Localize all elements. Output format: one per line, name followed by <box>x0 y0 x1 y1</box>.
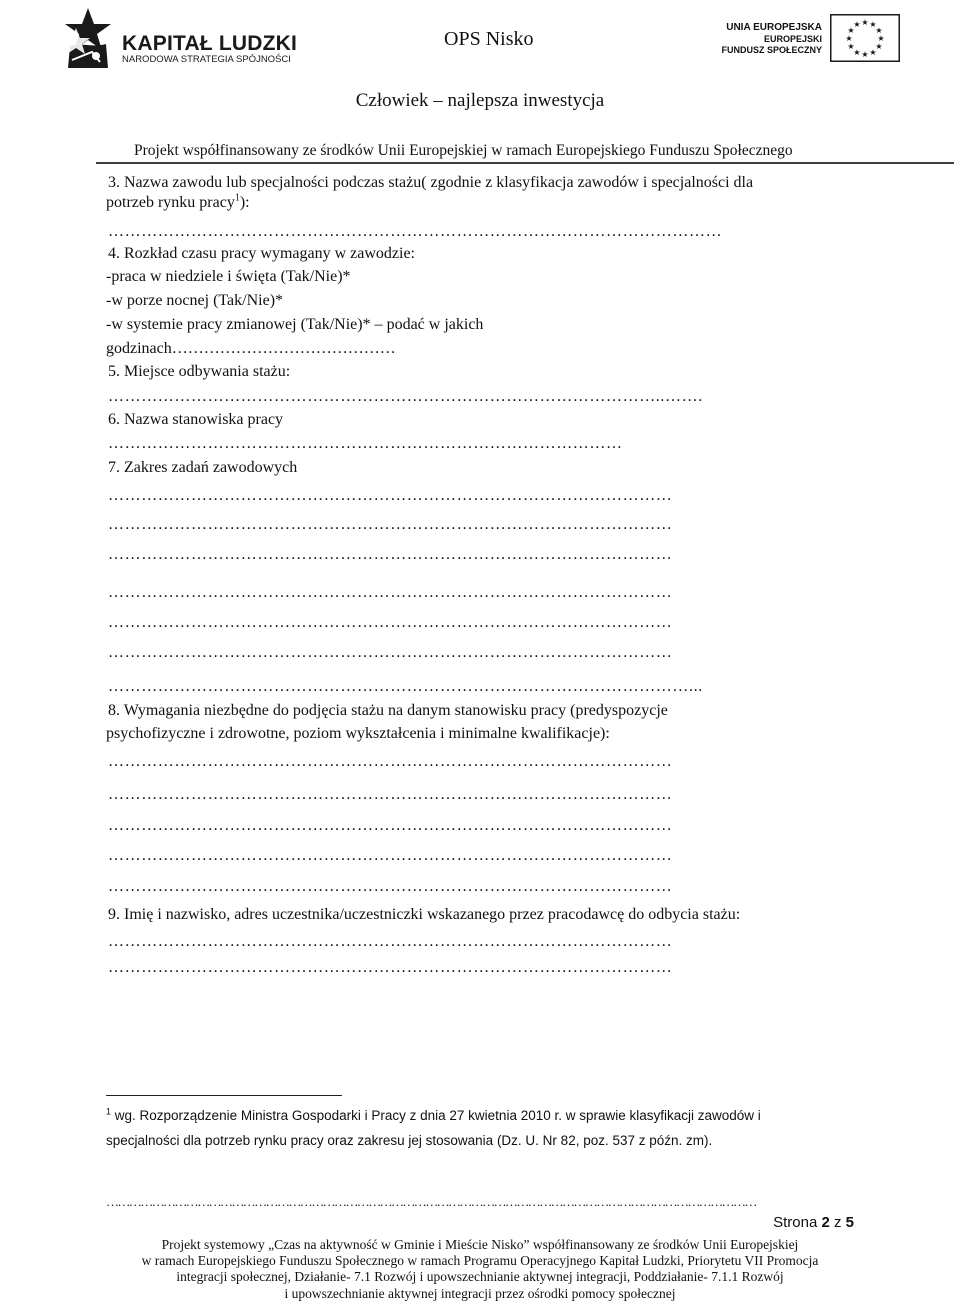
svg-text:★: ★ <box>861 18 869 27</box>
q4-line-5[interactable]: godzinach…………………………………… <box>106 340 396 357</box>
q4-line-2: -praca w niedziele i święta (Tak/Nie)* <box>106 268 351 285</box>
svg-text:★: ★ <box>877 34 885 43</box>
q8-answer-dots[interactable]: ………………………………………………………………………………………… <box>108 847 673 864</box>
footnote-text-1: wg. Rozporządzenie Ministra Gospodarki i Pracy z dnia 27 kwietnia 2010 r. w sprawie klasyfikacji zawodów i <box>111 1108 761 1123</box>
page-separator: z <box>833 1214 842 1231</box>
q7-answer-dots[interactable]: ………………………………………………………………………………………… <box>108 546 673 563</box>
footnote-mark: 1 <box>106 1106 112 1117</box>
q8-answer-dots[interactable]: ………………………………………………………………………………………… <box>108 878 673 895</box>
svg-text:★: ★ <box>869 48 877 57</box>
q7-answer-dots[interactable]: ………………………………………………………………………………………… <box>108 584 673 601</box>
svg-text:★: ★ <box>869 20 877 29</box>
q9-answer-dots[interactable]: ………………………………………………………………………………………… <box>108 933 673 950</box>
q7-answer-dots[interactable]: ………………………………………………………………………………………… <box>108 614 673 631</box>
page-total: 5 <box>845 1214 854 1231</box>
svg-text:★: ★ <box>847 26 855 35</box>
eu-line-1: UNIA EUROPEJSKA <box>726 22 822 33</box>
q6-answer-dots[interactable]: ………………………………………………………………………………… <box>108 435 623 452</box>
q8-line-2: psychofizyczne i zdrowotne, poziom wykształcenia i minimalne kwalifikacje): <box>106 725 610 742</box>
logo-title: KAPITAŁ LUDZKI <box>122 32 298 55</box>
project-cofinancing-line: Projekt współfinansowany ze środków Unii Europejskiej w ramach Europejskiego Funduszu Społecznego <box>134 142 793 159</box>
footer-line-2: w ramach Europejskiego Funduszu Społecznego w ramach Programu Operacyjnego Kapitał Ludzki, Priorytetu VII Promocja <box>141 1253 819 1268</box>
page-current: 2 <box>821 1214 830 1231</box>
q4-line-4: -w systemie pracy zmianowej (Tak/Nie)* – podać w jakich <box>106 316 484 333</box>
svg-text:★: ★ <box>861 50 869 59</box>
q7-answer-dots[interactable]: ………………………………………………………………………………………… <box>108 644 673 661</box>
logo-subtitle: NARODOWA STRATEGIA SPÓJNOŚCI <box>122 54 291 65</box>
svg-text:★: ★ <box>853 20 861 29</box>
q4-line-1: 4. Rozkład czasu pracy wymagany w zawodzie: <box>108 245 415 262</box>
page-number <box>773 1214 854 1231</box>
q3-answer-dots[interactable]: ………………………………………………………………………………………………… <box>108 223 723 240</box>
organization-name: OPS Nisko <box>444 28 534 50</box>
svg-text:★: ★ <box>875 42 883 51</box>
eu-line-2: EUROPEJSKI <box>763 33 822 44</box>
eu-line-3: FUNDUSZ SPOŁECZNY <box>721 45 822 55</box>
footnote-separator <box>106 1095 342 1096</box>
q3-text: potrzeb rynku pracy <box>106 194 235 211</box>
footer-dots-line: ……………………………………………………………………………………………………………………………………………………… <box>106 1194 756 1209</box>
eu-logo-text <box>721 22 822 57</box>
svg-text:★: ★ <box>875 26 883 35</box>
q5-answer-dots[interactable]: ………………………………………………………………………………………..……. <box>108 388 703 405</box>
q8-line-1: 8. Wymagania niezbędne do podjęcia stażu na danym stanowisku pracy (predyspozycje <box>108 702 668 719</box>
q5-label: 5. Miejsce odbywania stażu: <box>108 363 291 380</box>
q4-line-3: -w porze nocnej (Tak/Nie)* <box>106 292 284 309</box>
svg-text:★: ★ <box>845 34 853 43</box>
svg-text:★: ★ <box>853 48 861 57</box>
q7-answer-dots[interactable]: ………………………………………………………………………………………… <box>108 516 673 533</box>
kapital-ludzki-logo <box>62 6 298 70</box>
svg-text:★: ★ <box>847 42 855 51</box>
footer-line-4: i upowszechnianie aktywnej integracji przez ośrodki pomocy społecznej <box>284 1286 676 1301</box>
q3-line-2 <box>106 193 250 213</box>
footnote-line-1 <box>106 1106 761 1126</box>
q8-answer-dots[interactable]: ………………………………………………………………………………………… <box>108 753 673 770</box>
footer-line-3: integracji społecznej, Działanie- 7.1 Rozwój i upowszechnianie aktywnej integracji, Poddziałanie- 7.1.1 Rozwój <box>176 1269 784 1284</box>
page-label: Strona <box>773 1214 818 1231</box>
q8-answer-dots[interactable]: ………………………………………………………………………………………… <box>108 817 673 834</box>
q7-label: 7. Zakres zadań zawodowych <box>108 459 298 476</box>
q9-line-1: 9. Imię i nazwisko, adres uczestnika/uczestniczki wskazanego przez pracodawcę do odbycia stażu: <box>108 906 741 923</box>
motto: Człowiek – najlepsza inwestycja <box>355 90 605 111</box>
footnote-line-2: specjalności dla potrzeb rynku pracy oraz zakresu jej stosowania (Dz. U. Nr 82, poz. 537 z późn. zm). <box>106 1133 713 1148</box>
q7-answer-dots[interactable]: ………………………………………………………………………………………… <box>108 487 673 504</box>
eu-flag-icon <box>830 14 900 62</box>
header-divider <box>96 162 954 164</box>
footnote-ref: 1 <box>234 192 240 204</box>
q3-colon: ): <box>239 194 250 211</box>
kapital-ludzki-emblem-icon <box>62 6 114 70</box>
footer-line-1: Projekt systemowy „Czas na aktywność w Gminie i Mieście Nisko” współfinansowany ze środków Unii Europejskiej <box>161 1237 799 1252</box>
q8-answer-dots[interactable]: ………………………………………………………………………………………… <box>108 786 673 803</box>
q9-answer-dots[interactable]: ………………………………………………………………………………………… <box>108 959 673 976</box>
q7-answer-dots[interactable]: ……………………………………………………………………………………………... <box>108 678 703 695</box>
q6-label: 6. Nazwa stanowiska pracy <box>108 411 284 428</box>
q3-line-1: 3. Nazwa zawodu lub specjalności podczas stażu( zgodnie z klasyfikacja zawodów i specjalności dla <box>108 174 754 191</box>
